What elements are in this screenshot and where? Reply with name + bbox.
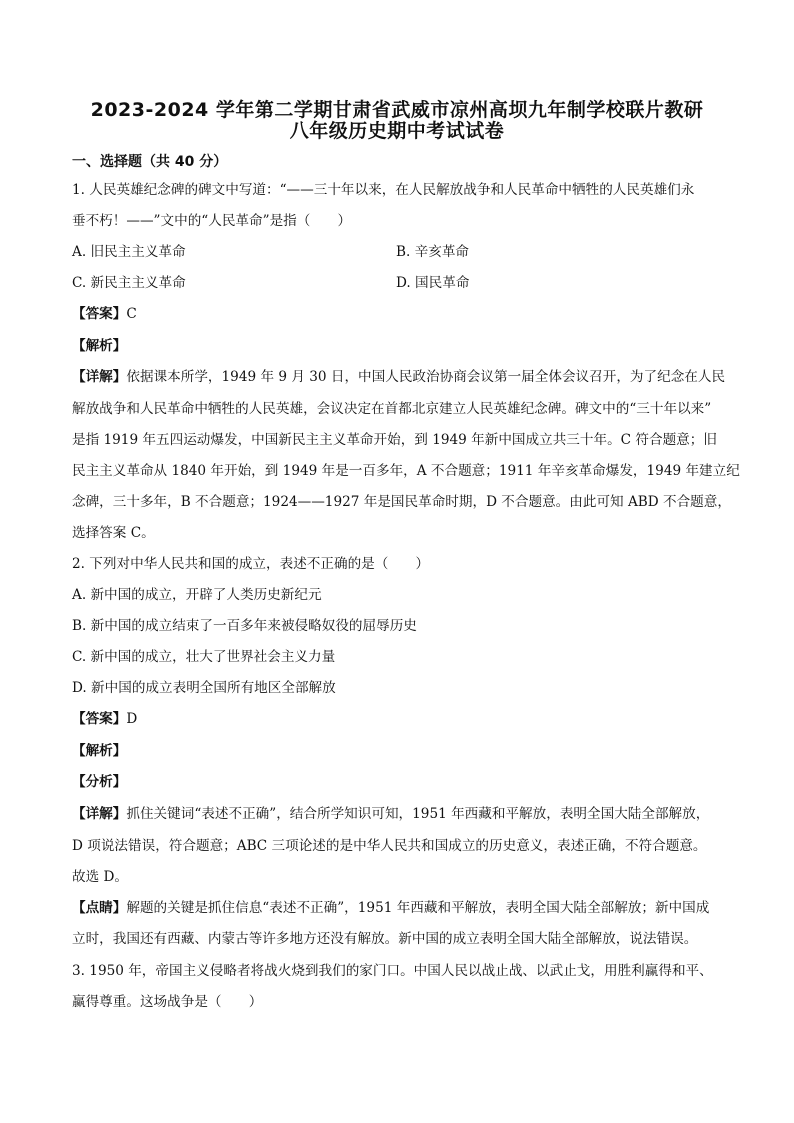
analysis-label: 【解析】 xyxy=(72,743,127,759)
q1-detail-line2: 解放战争和人民革命中牺牲的人民英雄，会议决定在首都北京建立人民英雄纪念碑。碑文中的“三十年以来” xyxy=(72,401,712,417)
section-heading-choice: 一、选择题（共 40 分） xyxy=(72,154,228,170)
q2-fenxi xyxy=(72,772,126,792)
q1-analysis xyxy=(72,336,126,356)
q1-detail-line1 xyxy=(72,367,725,387)
q1-detail-line6: 选择答案 C。 xyxy=(72,525,155,541)
dianjing-text: 解题的关键是抓住信息“表述不正确”，1951 年西藏和平解放，表明全国大陆全部解放；新中国成 xyxy=(126,900,710,916)
q1-detail-line3: 是指 1919 年五四运动爆发，中国新民主主义革命开始，到 1949 年新中国成立共三十年。C 符合题意；旧 xyxy=(72,432,717,448)
q2-detail-line1 xyxy=(72,804,709,824)
q2-dianjing-line1 xyxy=(72,898,709,918)
exam-title-line2: 八年级历史期中考试试卷 xyxy=(289,120,505,142)
q2-analysis xyxy=(72,741,126,761)
q2-option-a: A. 新中国的成立，开辟了人类历史新纪元 xyxy=(72,587,322,603)
q1-answer xyxy=(72,304,137,324)
q1-stem-line2: 垂不朽！——”文中的“人民革命”是指（ ） xyxy=(72,213,352,229)
q3-stem-line1: 3. 1950 年，帝国主义侵略者将战火烧到我们的家门口。中国人民以战止战、以武止戈，用胜利赢得和平、 xyxy=(72,963,713,979)
detail-text: 抓住关键词“表述不正确”，结合所学知识可知，1951 年西藏和平解放，表明全国大陆全部解放， xyxy=(126,806,710,822)
q1-option-a: A. 旧民主主义革命 xyxy=(72,244,186,260)
q2-dianjing-line2: 立时，我国还有西藏、内蒙古等许多地方还没有解放。新中国的成立表明全国大陆全部解放，说法错误。 xyxy=(72,931,698,947)
q2-answer xyxy=(72,709,137,729)
q1-stem-line1: 1. 人民英雄纪念碑的碑文中写道：“——三十年以来，在人民解放战争和人民革命中牺牲的人民英雄们永 xyxy=(72,182,695,198)
q1-option-b: B. 辛亥革命 xyxy=(396,244,470,260)
q2-option-c: C. 新中国的成立，壮大了世界社会主义力量 xyxy=(72,649,336,665)
exam-title-line1: 2023-2024 学年第二学期甘肃省武威市凉州高坝九年制学校联片教研 xyxy=(90,99,704,121)
q1-option-d: D. 国民革命 xyxy=(396,275,470,291)
dianjing-label: 【点睛】 xyxy=(72,900,127,916)
q2-detail-line3: 故选 D。 xyxy=(72,869,129,885)
detail-label: 【详解】 xyxy=(72,369,127,385)
answer-value: C xyxy=(126,306,137,322)
answer-label: 【答案】 xyxy=(72,306,127,322)
q1-detail-line4: 民主主义革命从 1840 年开始，到 1949 年是一百多年，A 不合题意；1911 年辛亥革命爆发，1949 年建立纪 xyxy=(72,463,740,479)
q3-stem-line2: 赢得尊重。这场战争是（ ） xyxy=(72,994,263,1010)
q1-detail-line5: 念碑，三十多年，B 不合题意；1924——1927 年是国民革命时期，D 不合题意。由此可知 ABD 不合题意， xyxy=(72,494,731,510)
detail-text: 依据课本所学，1949 年 9 月 30 日，中国人民政治协商会议第一届全体会议召开，为了纪念在人民 xyxy=(126,369,726,385)
q2-stem: 2. 下列对中华人民共和国的成立，表述不正确的是（ ） xyxy=(72,556,430,572)
answer-value: D xyxy=(126,711,138,727)
q2-detail-line2: D 项说法错误，符合题意；ABC 三项论述的是中华人民共和国成立的历史意义，表述正确，不符合题意。 xyxy=(72,838,707,854)
analysis-label: 【解析】 xyxy=(72,338,127,354)
answer-label: 【答案】 xyxy=(72,711,127,727)
q2-option-b: B. 新中国的成立结束了一百多年来被侵略奴役的屈辱历史 xyxy=(72,618,417,634)
q1-option-c: C. 新民主主义革命 xyxy=(72,275,186,291)
detail-label: 【详解】 xyxy=(72,806,127,822)
q2-option-d: D. 新中国的成立表明全国所有地区全部解放 xyxy=(72,680,336,696)
fenxi-label: 【分析】 xyxy=(72,774,127,790)
